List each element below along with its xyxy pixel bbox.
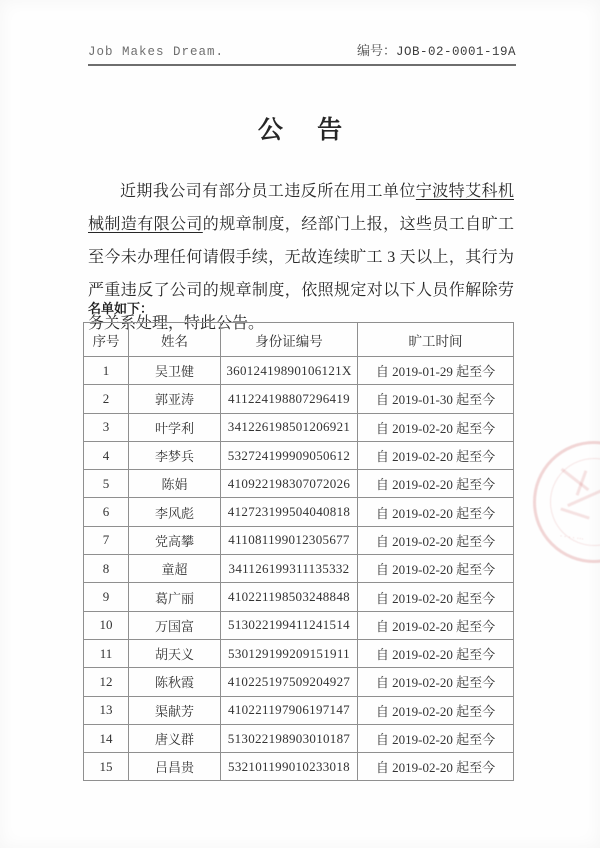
- cell-id-number: 36012419890106121X: [221, 357, 358, 385]
- cell-index: 9: [84, 583, 129, 611]
- cell-name: 叶学利: [129, 413, 221, 441]
- cell-name: 陈娟: [129, 470, 221, 498]
- cell-name: 胡天义: [129, 639, 221, 667]
- cell-id-number: 410221198503248848: [221, 583, 358, 611]
- cell-id-number: 410225197509204927: [221, 668, 358, 696]
- cell-index: 13: [84, 696, 129, 724]
- cell-index: 15: [84, 753, 129, 781]
- table-header-cell: 序号: [84, 323, 129, 357]
- cell-name: 郭亚涛: [129, 385, 221, 413]
- cell-absence-period: 自 2019-02-20 起至今: [358, 696, 514, 724]
- cell-index: 6: [84, 498, 129, 526]
- table-row: [84, 668, 514, 696]
- cell-id-number: 341126199311135332: [221, 555, 358, 583]
- cell-name: 吴卫健: [129, 357, 221, 385]
- table-row: [84, 413, 514, 441]
- cell-absence-period: 自 2019-02-20 起至今: [358, 724, 514, 752]
- list-label: 名单如下：: [88, 301, 154, 316]
- table-row: [84, 724, 514, 752]
- cell-absence-period: 自 2019-02-20 起至今: [358, 441, 514, 469]
- slogan-text: Job Makes Dream.: [88, 45, 225, 59]
- cell-id-number: 513022199411241514: [221, 611, 358, 639]
- table-row: [84, 498, 514, 526]
- cell-name: 李梦兵: [129, 441, 221, 469]
- doc-number-label: 编号：: [356, 43, 396, 58]
- cell-id-number: 532101199010233018: [221, 753, 358, 781]
- table-row: [84, 753, 514, 781]
- cell-name: 童超: [129, 555, 221, 583]
- cell-index: 2: [84, 385, 129, 413]
- cell-index: 12: [84, 668, 129, 696]
- cell-absence-period: 自 2019-02-20 起至今: [358, 555, 514, 583]
- cell-absence-period: 自 2019-02-20 起至今: [358, 583, 514, 611]
- table-header-row: [84, 323, 514, 357]
- body-text-after: 的规章制度，经部门上报，这些员工自旷工至今未办理任何请假手续，无故连续旷工 3 天以上，其行为严重违反了公司的规章制度，依照规定对以下人员作解除劳务关系处理，特此公告。: [88, 216, 514, 332]
- cell-id-number: 530129199209151911: [221, 639, 358, 667]
- table-row: [84, 470, 514, 498]
- cell-id-number: 411081199012305677: [221, 526, 358, 554]
- cell-absence-period: 自 2019-02-20 起至今: [358, 611, 514, 639]
- table-row: [84, 611, 514, 639]
- page-header: [88, 40, 516, 66]
- cell-id-number: 410922198307072026: [221, 470, 358, 498]
- table-header-cell: 旷工时间: [358, 323, 514, 357]
- company-name-underlined: 宁波特艾科机械制造有限公司: [88, 183, 514, 233]
- table-row: [84, 526, 514, 554]
- cell-id-number: 341226198501206921: [221, 413, 358, 441]
- table-row: [84, 583, 514, 611]
- company-seal: [533, 441, 600, 563]
- cell-index: 4: [84, 441, 129, 469]
- cell-id-number: 411224198807296419: [221, 385, 358, 413]
- cell-id-number: 412723199504040818: [221, 498, 358, 526]
- cell-index: 1: [84, 357, 129, 385]
- notice-table-body: [84, 357, 514, 781]
- notice-title: 公 告: [257, 117, 357, 144]
- doc-number: [357, 40, 516, 59]
- table-header-cell: 身份证编号: [221, 323, 358, 357]
- cell-name: 万国富: [129, 611, 221, 639]
- cell-name: 陈秋霞: [129, 668, 221, 696]
- cell-index: 10: [84, 611, 129, 639]
- table-row: [84, 385, 514, 413]
- cell-index: 14: [84, 724, 129, 752]
- cell-absence-period: 自 2019-02-20 起至今: [358, 753, 514, 781]
- cell-absence-period: 自 2019-02-20 起至今: [358, 470, 514, 498]
- cell-index: 11: [84, 639, 129, 667]
- cell-id-number: 513022198903010187: [221, 724, 358, 752]
- cell-id-number: 410221197906197147: [221, 696, 358, 724]
- cell-index: 7: [84, 526, 129, 554]
- cell-index: 5: [84, 470, 129, 498]
- table-row: [84, 441, 514, 469]
- table-row: [84, 639, 514, 667]
- cell-index: 3: [84, 413, 129, 441]
- cell-name: 葛广丽: [129, 583, 221, 611]
- cell-absence-period: 自 2019-01-29 起至今: [358, 357, 514, 385]
- table-row: [84, 357, 514, 385]
- cell-name: 吕昌贵: [129, 753, 221, 781]
- cell-absence-period: 自 2019-01-30 起至今: [358, 385, 514, 413]
- cell-absence-period: 自 2019-02-20 起至今: [358, 526, 514, 554]
- cell-absence-period: 自 2019-02-20 起至今: [358, 498, 514, 526]
- cell-absence-period: 自 2019-02-20 起至今: [358, 668, 514, 696]
- cell-index: 8: [84, 555, 129, 583]
- table-row: [84, 696, 514, 724]
- notice-table: [83, 322, 514, 781]
- cell-absence-period: 自 2019-02-20 起至今: [358, 639, 514, 667]
- seal-dots: ....…: [559, 530, 587, 542]
- body-text-before: 近期我公司有部分员工违反所在用工单位: [120, 183, 416, 200]
- doc-number-value: JOB-02-0001-19A: [395, 45, 516, 59]
- table-header-cell: 姓名: [129, 323, 221, 357]
- cell-name: 渠献芳: [129, 696, 221, 724]
- cell-name: 唐义群: [129, 724, 221, 752]
- cell-id-number: 532724199909050612: [221, 441, 358, 469]
- cell-name: 党高攀: [129, 526, 221, 554]
- cell-name: 李风彪: [129, 498, 221, 526]
- table-row: [84, 555, 514, 583]
- cell-absence-period: 自 2019-02-20 起至今: [358, 413, 514, 441]
